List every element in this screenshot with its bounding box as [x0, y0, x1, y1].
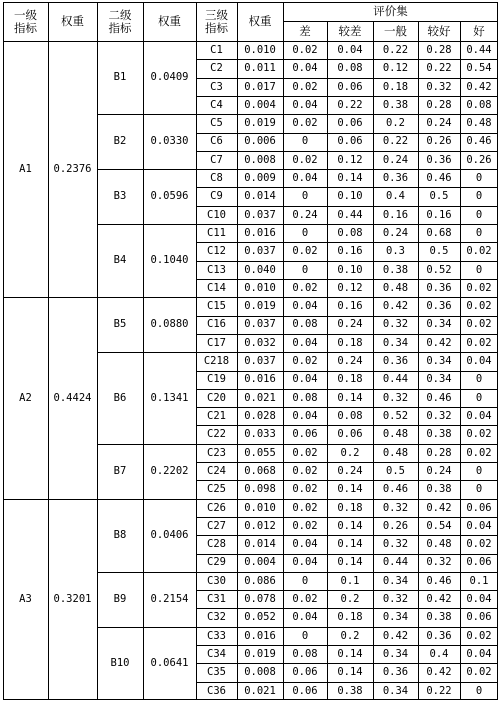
grade-value: 0.44: [466, 43, 492, 56]
grade-value: 0.52: [426, 263, 452, 276]
grade-value: 0.42: [426, 501, 452, 514]
grade-value: 0.08: [337, 410, 363, 422]
header-grade: 较好: [427, 24, 451, 38]
level3-weight: 0.037: [244, 208, 276, 221]
level3-weight: 0.037: [244, 245, 276, 258]
header-level1: 一级 指标: [14, 7, 37, 35]
level2-indicator: B2: [113, 135, 127, 148]
level3-weight: 0.032: [244, 336, 276, 349]
grade-value: 0.14: [337, 391, 363, 404]
grade-value: 0.38: [426, 483, 452, 496]
grade-value: 0.02: [292, 153, 318, 166]
grade-value: 0.02: [466, 318, 492, 331]
level2-weight: 0.0880: [150, 318, 189, 331]
grade-value: 0.46: [466, 135, 492, 148]
grade-value: 0.42: [382, 300, 409, 313]
grade-value: 0.02: [292, 281, 318, 294]
grade-value: 0.38: [426, 611, 452, 624]
level3-weight: 0.016: [244, 373, 276, 386]
grade-value: 0.02: [466, 666, 492, 679]
level2-indicator: B8: [113, 528, 127, 541]
grade-value: 0.44: [382, 373, 409, 386]
level3-indicator: C31: [207, 593, 226, 606]
grade-value: 0.04: [292, 98, 318, 111]
level3-indicator: C16: [207, 318, 226, 331]
level3-weight: 0.004: [244, 98, 276, 111]
grade-value: 0.22: [426, 684, 452, 697]
grade-value: 0.18: [382, 80, 409, 93]
level3-indicator: C12: [207, 245, 226, 258]
level3-weight: 0.021: [244, 391, 276, 404]
level3-weight: 0.098: [244, 483, 276, 496]
grade-value: 0.26: [382, 519, 409, 532]
level3-indicator: C32: [207, 611, 226, 624]
level3-weight: 0.011: [244, 62, 276, 75]
grade-value: 0: [475, 483, 483, 496]
grade-value: 0.02: [292, 446, 318, 459]
level3-weight: 0.086: [244, 574, 276, 587]
level2-indicator: B1: [113, 71, 127, 84]
grade-value: 0.52: [382, 410, 409, 422]
level1-weight: 0.4424: [53, 391, 92, 404]
level3-weight: 0.006: [244, 135, 276, 148]
level3-weight: 0.078: [244, 593, 276, 606]
grade-value: 0.04: [292, 373, 318, 386]
grade-value: 0.24: [337, 464, 363, 477]
grade-value: 0.48: [466, 117, 492, 130]
grade-value: 0.04: [337, 43, 363, 56]
level3-indicator: C2: [210, 62, 223, 75]
grade-value: 0.48: [426, 538, 452, 551]
level2-weight: 0.2154: [150, 593, 189, 606]
grade-value: 0.42: [426, 593, 452, 606]
level3-weight: 0.004: [244, 556, 276, 569]
grade-value: 0: [475, 464, 483, 477]
level3-indicator: C26: [207, 501, 226, 514]
grade-value: 0.34: [382, 574, 409, 587]
level3-indicator: C28: [207, 538, 226, 551]
grade-value: 0.24: [426, 117, 452, 130]
grade-value: 0.02: [292, 117, 318, 130]
level3-indicator: C20: [207, 391, 226, 404]
grade-value: 0: [475, 263, 483, 276]
level2-indicator: B5: [113, 318, 127, 331]
level3-weight: 0.019: [244, 300, 276, 313]
grade-value: 0: [475, 208, 483, 221]
grade-value: 0.06: [292, 684, 318, 697]
header-eval-set: 评价集: [373, 4, 408, 18]
header-level2: 二级 指标: [108, 7, 132, 35]
level3-indicator: C8: [210, 172, 223, 185]
grade-value: 0.04: [466, 519, 492, 532]
level3-indicator: C14: [207, 281, 226, 294]
level3-weight: 0.068: [244, 464, 276, 477]
header-weight1: 权重: [61, 14, 84, 28]
grade-value: 0.14: [337, 172, 363, 185]
grade-value: 0.34: [426, 373, 452, 386]
level3-indicator: C4: [210, 98, 223, 111]
evaluation-table: [3, 2, 498, 700]
grade-value: 0.32: [426, 80, 452, 93]
grade-value: 0.28: [426, 43, 452, 56]
level3-weight: 0.008: [244, 666, 276, 679]
header-level3: 三级 指标: [205, 7, 228, 35]
grade-value: 0.02: [292, 355, 318, 368]
grade-value: 0.04: [292, 410, 318, 422]
header-grade: 一般: [384, 24, 407, 38]
level3-indicator: C11: [207, 226, 226, 239]
grade-value: 0.14: [337, 519, 363, 532]
grade-value: 0.04: [466, 593, 492, 606]
grade-value: 0.34: [382, 647, 409, 660]
grade-value: 0: [475, 190, 483, 203]
grade-value: 0.1: [340, 574, 360, 587]
grade-value: 0.32: [382, 538, 409, 551]
grade-value: 0.36: [426, 629, 452, 642]
grade-value: 0.06: [466, 501, 492, 514]
level2-indicator: B4: [113, 254, 127, 267]
grade-value: 0: [475, 172, 483, 185]
grade-value: 0.02: [466, 281, 492, 294]
grade-value: 0.02: [466, 428, 492, 441]
grade-value: 0.14: [337, 647, 363, 660]
level3-indicator: C15: [207, 300, 226, 313]
level3-weight: 0.019: [244, 647, 276, 660]
grade-value: 0.18: [337, 611, 363, 624]
level3-indicator: C1: [210, 43, 223, 56]
level3-indicator: C19: [207, 373, 226, 386]
grade-value: 0.10: [337, 190, 363, 203]
grade-value: 0.32: [382, 593, 409, 606]
grade-value: 0.68: [426, 226, 452, 239]
grade-value: 0.06: [337, 135, 363, 148]
header-weight2: 权重: [158, 14, 181, 28]
grade-value: 0.22: [426, 62, 452, 75]
grade-value: 0: [301, 190, 309, 203]
grade-value: 0.2: [386, 117, 405, 130]
grade-value: 0.04: [292, 611, 318, 624]
level2-weight: 0.0596: [150, 190, 189, 203]
grade-value: 0.12: [337, 281, 363, 294]
grade-value: 0: [475, 373, 483, 386]
grade-value: 0.44: [337, 208, 363, 221]
grade-value: 0.36: [382, 355, 409, 368]
grade-value: 0.08: [292, 318, 318, 331]
grade-value: 0.42: [466, 80, 492, 93]
level3-indicator: C33: [207, 629, 226, 642]
grade-value: 0.54: [426, 519, 452, 532]
grade-value: 0.54: [466, 62, 492, 75]
level3-indicator: C35: [207, 666, 226, 679]
level3-indicator: C27: [207, 519, 226, 532]
grade-value: 0.3: [386, 245, 405, 258]
grade-value: 0.02: [292, 80, 318, 93]
level2-weight: 0.0330: [150, 135, 189, 148]
grade-value: 0.44: [382, 556, 409, 569]
grade-value: 0.08: [337, 226, 363, 239]
grade-value: 0.04: [292, 300, 318, 313]
level1-weight: 0.2376: [53, 162, 92, 175]
grade-value: 0.14: [337, 666, 363, 679]
level3-indicator: C10: [207, 208, 226, 221]
grade-value: 0.02: [466, 538, 492, 551]
grade-value: 0.24: [337, 355, 363, 368]
level2-weight: 0.2202: [150, 464, 189, 477]
grade-value: 0.06: [337, 428, 363, 441]
grade-value: 0.04: [292, 556, 318, 569]
grade-value: 0.14: [337, 483, 363, 496]
grade-value: 0.02: [466, 245, 492, 258]
grade-value: 0.32: [426, 556, 452, 569]
level3-weight: 0.037: [244, 355, 276, 368]
header-weight3: 权重: [248, 14, 272, 28]
grade-value: 0.04: [292, 336, 318, 349]
grade-value: 0: [301, 574, 309, 587]
level3-indicator: C7: [210, 153, 223, 166]
grade-value: 0.08: [337, 62, 363, 75]
grade-value: 0.28: [426, 446, 452, 459]
grade-value: 0.1: [469, 574, 489, 587]
grade-value: 0.36: [382, 172, 409, 185]
grade-value: 0.16: [426, 208, 452, 221]
grade-value: 0.12: [382, 62, 409, 75]
level3-indicator: C36: [207, 684, 226, 697]
grade-value: 0.26: [466, 153, 492, 166]
grade-value: 0.02: [292, 245, 318, 258]
grade-value: 0.24: [382, 226, 409, 239]
level3-weight: 0.040: [244, 263, 276, 276]
grade-value: 0.24: [426, 464, 452, 477]
level3-weight: 0.009: [244, 172, 276, 185]
level2-weight: 0.0406: [150, 528, 189, 541]
grade-value: 0.06: [466, 611, 492, 624]
grade-value: 0.14: [337, 538, 363, 551]
level2-indicator: B10: [110, 657, 130, 670]
grade-value: 0.36: [382, 666, 409, 679]
level3-weight: 0.010: [244, 501, 276, 514]
grade-value: 0.10: [337, 263, 363, 276]
level3-weight: 0.016: [244, 629, 276, 642]
level3-weight: 0.010: [244, 281, 276, 294]
header-grade: 差: [299, 24, 311, 38]
level3-weight: 0.014: [244, 538, 276, 551]
level2-indicator: B6: [113, 391, 127, 404]
grade-value: 0.16: [337, 300, 363, 313]
grade-value: 0.28: [426, 98, 452, 111]
grade-value: 0.06: [466, 556, 492, 569]
level3-weight: 0.055: [244, 446, 276, 459]
level3-weight: 0.014: [244, 190, 276, 203]
grade-value: 0.38: [382, 98, 409, 111]
grade-value: 0.12: [337, 153, 363, 166]
grade-value: 0.34: [426, 318, 452, 331]
grade-value: 0.48: [382, 281, 409, 294]
grade-value: 0.02: [466, 300, 492, 313]
level3-indicator: C218: [203, 355, 230, 368]
grade-value: 0: [475, 684, 483, 697]
level3-weight: 0.008: [244, 153, 276, 166]
grade-value: 0.24: [292, 208, 318, 221]
grade-value: 0.34: [382, 336, 409, 349]
level3-weight: 0.028: [244, 410, 276, 422]
grade-value: 0.04: [466, 410, 492, 422]
grade-value: 0.2: [340, 446, 360, 459]
grade-value: 0.5: [429, 190, 449, 203]
grade-value: 0.38: [382, 263, 409, 276]
grade-value: 0.22: [382, 43, 409, 56]
grade-value: 0.16: [337, 245, 363, 258]
grade-value: 0.5: [429, 245, 449, 258]
grade-value: 0: [301, 226, 309, 239]
grade-value: 0.04: [466, 647, 492, 660]
grade-value: 0.22: [382, 135, 409, 148]
level2-weight: 0.1040: [150, 254, 189, 267]
grade-value: 0.04: [292, 62, 318, 75]
grade-value: 0.02: [292, 593, 318, 606]
grade-value: 0.42: [426, 336, 452, 349]
level1-indicator: A2: [19, 391, 32, 404]
level3-weight: 0.052: [244, 611, 276, 624]
grade-value: 0.18: [337, 373, 363, 386]
grade-value: 0.32: [382, 501, 409, 514]
grade-value: 0.32: [426, 410, 452, 422]
grade-value: 0.02: [292, 43, 318, 56]
grade-value: 0.18: [337, 501, 363, 514]
level2-indicator: B7: [113, 464, 127, 477]
grade-value: 0.08: [292, 647, 318, 660]
level3-weight: 0.017: [244, 80, 276, 93]
grade-value: 0: [301, 629, 309, 642]
level3-weight: 0.021: [244, 684, 276, 697]
level1-indicator: A3: [19, 593, 32, 606]
grade-value: 0: [475, 226, 483, 239]
grade-value: 0.24: [337, 318, 363, 331]
level3-indicator: C6: [210, 135, 223, 148]
grade-value: 0.36: [426, 153, 452, 166]
grade-value: 0.4: [429, 647, 449, 660]
header-grade: 较差: [338, 24, 362, 38]
grade-value: 0.14: [337, 556, 363, 569]
level3-weight: 0.010: [244, 43, 276, 56]
grade-value: 0.36: [426, 281, 452, 294]
grade-value: 0: [301, 263, 309, 276]
level3-indicator: C9: [210, 190, 223, 203]
grade-value: 0.16: [382, 208, 409, 221]
grade-value: 0.06: [337, 80, 363, 93]
grade-value: 0.04: [292, 538, 318, 551]
grade-value: 0.02: [292, 483, 318, 496]
grade-value: 0.48: [382, 428, 409, 441]
grade-value: 0.02: [466, 629, 492, 642]
level3-indicator: C13: [207, 263, 226, 276]
grade-value: 0.18: [337, 336, 363, 349]
grade-value: 0.06: [337, 117, 363, 130]
grade-value: 0.5: [386, 464, 405, 477]
grade-value: 0.38: [337, 684, 363, 697]
grade-value: 0.08: [292, 391, 318, 404]
level3-indicator: C29: [207, 556, 226, 569]
grade-value: 0.2: [340, 593, 360, 606]
level3-indicator: C5: [210, 117, 223, 130]
level3-weight: 0.033: [244, 428, 276, 441]
grade-value: 0: [475, 391, 483, 404]
grade-value: 0.42: [382, 629, 409, 642]
grade-value: 0.02: [292, 501, 318, 514]
grade-value: 0.34: [382, 684, 409, 697]
grade-value: 0.22: [337, 98, 363, 111]
grade-value: 0.26: [426, 135, 452, 148]
grade-value: 0.24: [382, 153, 409, 166]
level1-indicator: A1: [19, 162, 32, 175]
grade-value: 0.36: [426, 300, 452, 313]
grade-value: 0.02: [292, 464, 318, 477]
level3-indicator: C25: [207, 483, 226, 496]
grade-value: 0.4: [386, 190, 405, 203]
grade-value: 0: [301, 135, 309, 148]
grade-value: 0.42: [426, 666, 452, 679]
header-grade: 好: [473, 24, 485, 38]
grade-value: 0.02: [466, 446, 492, 459]
grade-value: 0.04: [466, 355, 492, 368]
grade-value: 0.04: [292, 172, 318, 185]
grade-value: 0.34: [382, 611, 409, 624]
grade-value: 0.46: [426, 391, 452, 404]
level3-indicator: C3: [210, 80, 223, 93]
grade-value: 0.06: [292, 666, 318, 679]
level3-indicator: C24: [207, 464, 226, 477]
level3-indicator: C17: [207, 336, 226, 349]
level1-weight: 0.3201: [53, 593, 92, 606]
grade-value: 0.06: [292, 428, 318, 441]
grade-value: 0.46: [426, 172, 452, 185]
grade-value: 0.08: [466, 98, 492, 111]
level3-indicator: C22: [207, 428, 226, 441]
grade-value: 0.46: [426, 574, 452, 587]
level3-indicator: C21: [207, 410, 226, 422]
grade-value: 0.2: [340, 629, 360, 642]
level3-indicator: C23: [207, 446, 226, 459]
level2-indicator: B9: [113, 593, 127, 606]
grade-value: 0.32: [382, 391, 409, 404]
grade-value: 0.38: [426, 428, 452, 441]
grade-value: 0.48: [382, 446, 409, 459]
level3-weight: 0.016: [244, 226, 276, 239]
level3-indicator: C34: [207, 647, 226, 660]
level3-weight: 0.019: [244, 117, 276, 130]
level3-indicator: C30: [207, 574, 226, 587]
grade-value: 0.02: [466, 336, 492, 349]
level3-weight: 0.037: [244, 318, 276, 331]
grade-value: 0.34: [426, 355, 452, 368]
level2-weight: 0.0641: [150, 657, 189, 670]
level3-weight: 0.012: [244, 519, 276, 532]
grade-value: 0.02: [292, 519, 318, 532]
level2-weight: 0.0409: [150, 71, 189, 84]
grade-value: 0.46: [382, 483, 409, 496]
level2-weight: 0.1341: [150, 391, 189, 404]
grade-value: 0.32: [382, 318, 409, 331]
level2-indicator: B3: [113, 190, 127, 203]
